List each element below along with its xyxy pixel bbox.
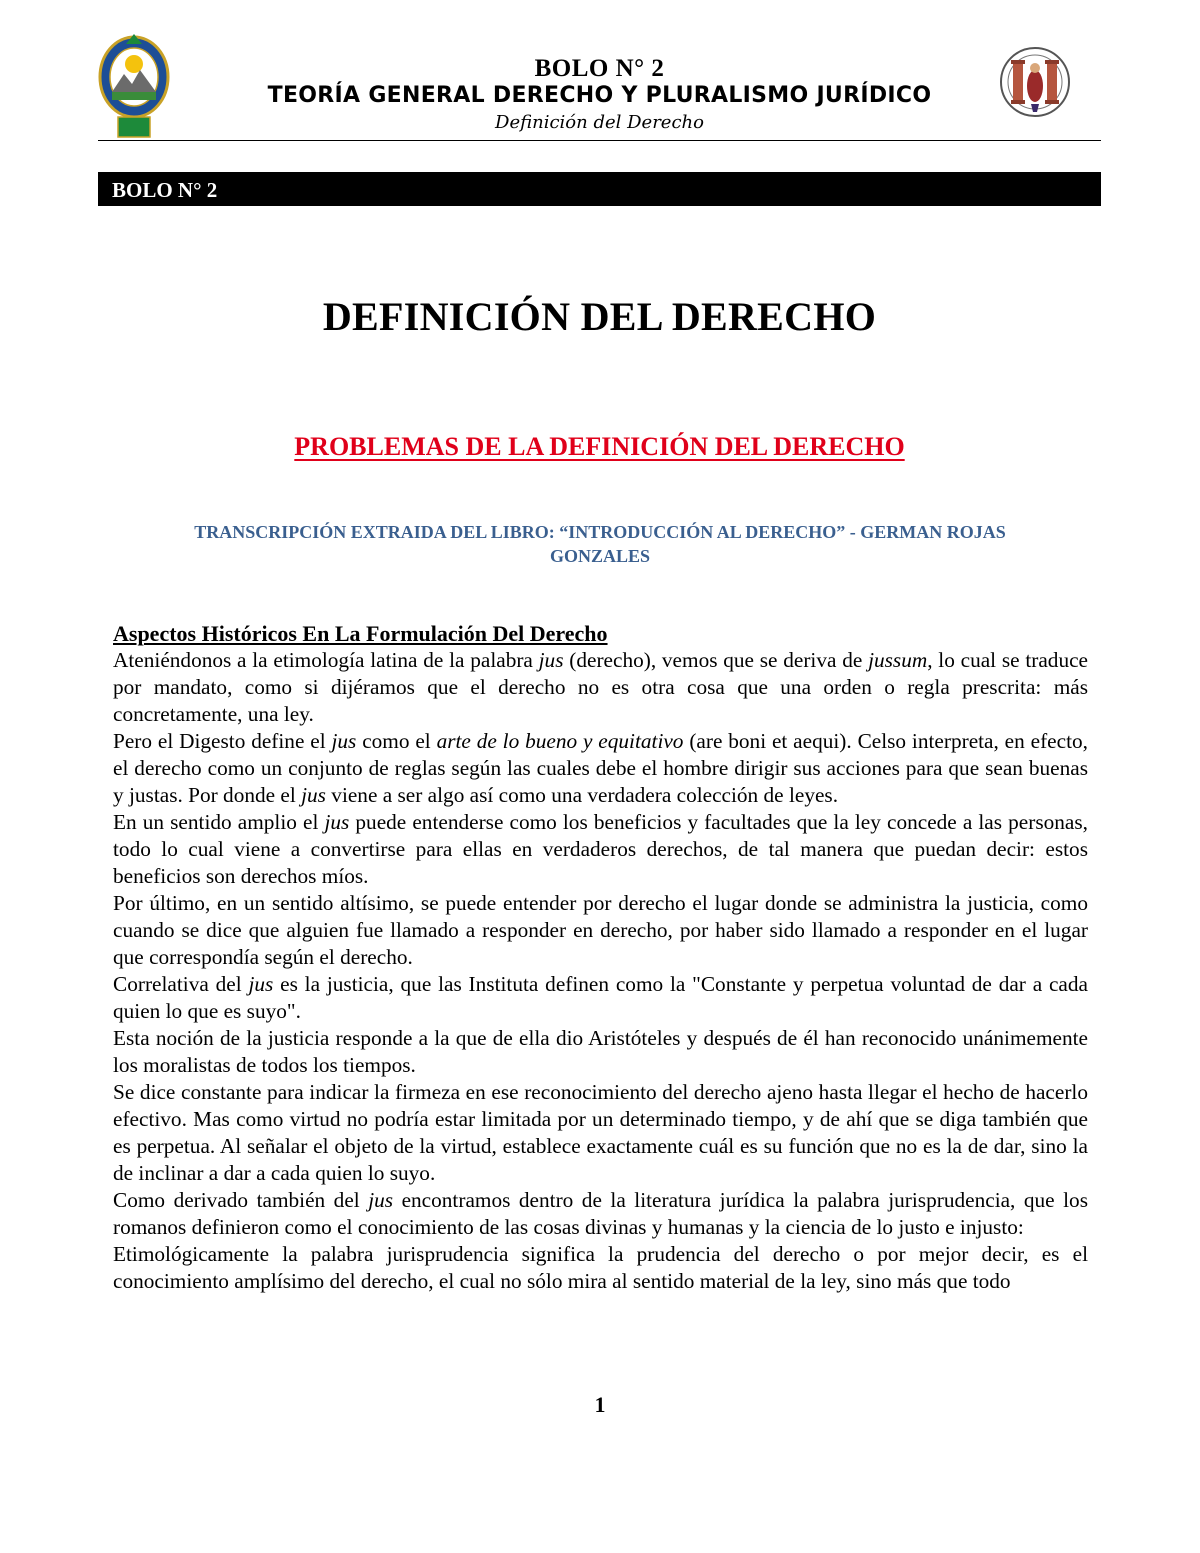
text-span: Como derivado también del	[113, 1188, 369, 1212]
source-citation	[140, 520, 1060, 568]
page-number: 1	[594, 1392, 606, 1417]
text-span: , lo cual se traduce por mandato, como si dijéramos que el derecho no es otra cosa que una orden o regla prescrita: más concretamente, una ley.	[113, 648, 1088, 726]
paragraph: Por último, en un sentido altísimo, se puede entender por derecho el lugar donde se administra la justicia, como cuando se dice que alguien fue llamado a responder en derecho, por haber sido llamado a responder en el lugar que correspondía según el derecho.	[113, 891, 1088, 969]
page-header	[98, 22, 1101, 142]
faculty-seal-logo	[999, 30, 1071, 142]
paragraph	[113, 809, 1088, 890]
text-span: (are boni et aequi). Celso interpreta, en efecto, el derecho como un conjunto de reglas según las cuales debe el hombre dirigir sus acciones para que sean buenas y justas. Por donde el	[113, 729, 1088, 807]
italic-term: jus	[331, 729, 357, 753]
italic-term: jus	[248, 972, 274, 996]
text-span: (derecho), vemos que se deriva de	[563, 648, 869, 672]
text-span: viene a ser algo así como una verdadera colección de leyes.	[325, 783, 839, 807]
header-course-title: TEORÍA GENERAL DERECHO Y PLURALISMO JURÍDICO	[267, 83, 932, 108]
text-span: como el	[356, 729, 437, 753]
paragraph	[113, 971, 1088, 1025]
text-span: Pero el Digesto define el	[113, 729, 332, 753]
italic-term: jus	[301, 783, 326, 807]
document-title: DEFINICIÓN DEL DERECHO	[322, 294, 877, 339]
paragraph	[113, 728, 1088, 809]
paragraph: Etimológicamente la palabra jurisprudencia significa la prudencia del derecho o por mejor decir, es el conocimiento amplísimo del derecho, el cual no sólo mira al sentido material de la ley, sino más que todo	[113, 1242, 1088, 1293]
text-span: Ateniéndonos a la etimología latina de la palabra	[113, 648, 539, 672]
text-span: encontramos dentro de la literatura jurídica la palabra jurisprudencia, que los romanos definieron como el conocimiento de las cosas divinas y humanas y la ciencia de lo justo e injusto:	[113, 1188, 1088, 1239]
text-span: puede entenderse como los beneficios y facultades que la ley concede a las personas, todo lo cual viene a convertirse para ellas en verdaderos derechos, de tal manera que puedan decir: estos beneficios son derechos míos.	[113, 810, 1088, 888]
document-subtitle: PROBLEMAS DE LA DEFINICIÓN DEL DERECHO	[294, 432, 905, 461]
paragraph: Esta noción de la justicia responde a la que de ella dio Aristóteles y después de él han reconocido unánimemente los moralistas de todos los tiempos.	[113, 1026, 1088, 1077]
document-body	[113, 620, 1088, 1295]
italic-term: arte de lo bueno y equitativo	[436, 729, 684, 753]
header-course-code: BOLO N° 2	[534, 55, 665, 82]
source-citation-line2: GONZALES	[549, 546, 651, 566]
italic-term: jussum	[868, 648, 928, 672]
paragraph	[113, 647, 1088, 728]
text-span: Correlativa del	[113, 972, 249, 996]
paragraph: Se dice constante para indicar la firmeza en ese reconocimiento del derecho ajeno hasta llegar el hecho de hacerlo efectivo. Mas como virtud no podría estar limitada por un determinado tiempo, y de ahí que se diga también que es perpetua. Al señalar el objeto de la virtud, establece exactamente cuál es su función que no es la de dar, sino la de inclinar a dar a cada quien lo suyo.	[113, 1080, 1088, 1185]
paragraph	[113, 1187, 1088, 1241]
section-banner: BOLO N° 2	[98, 172, 1101, 206]
section-heading: Aspectos Históricos En La Formulación Del Derecho	[113, 621, 608, 646]
header-divider	[98, 140, 1101, 141]
italic-term: jus	[368, 1188, 394, 1212]
italic-term: jus	[538, 648, 564, 672]
text-span: En un sentido amplio el	[113, 810, 325, 834]
source-citation-line1: TRANSCRIPCIÓN EXTRAIDA DEL LIBRO: “INTRODUCCIÓN AL DERECHO” - GERMAN ROJAS	[194, 522, 1006, 542]
header-text	[98, 56, 1101, 134]
italic-term: jus	[324, 810, 350, 834]
header-topic: Definición del Derecho	[495, 112, 704, 133]
text-span: es la justicia, que las Instituta definen como la "Constante y perpetua voluntad de dar a cada quien lo que es suyo".	[113, 972, 1088, 1023]
